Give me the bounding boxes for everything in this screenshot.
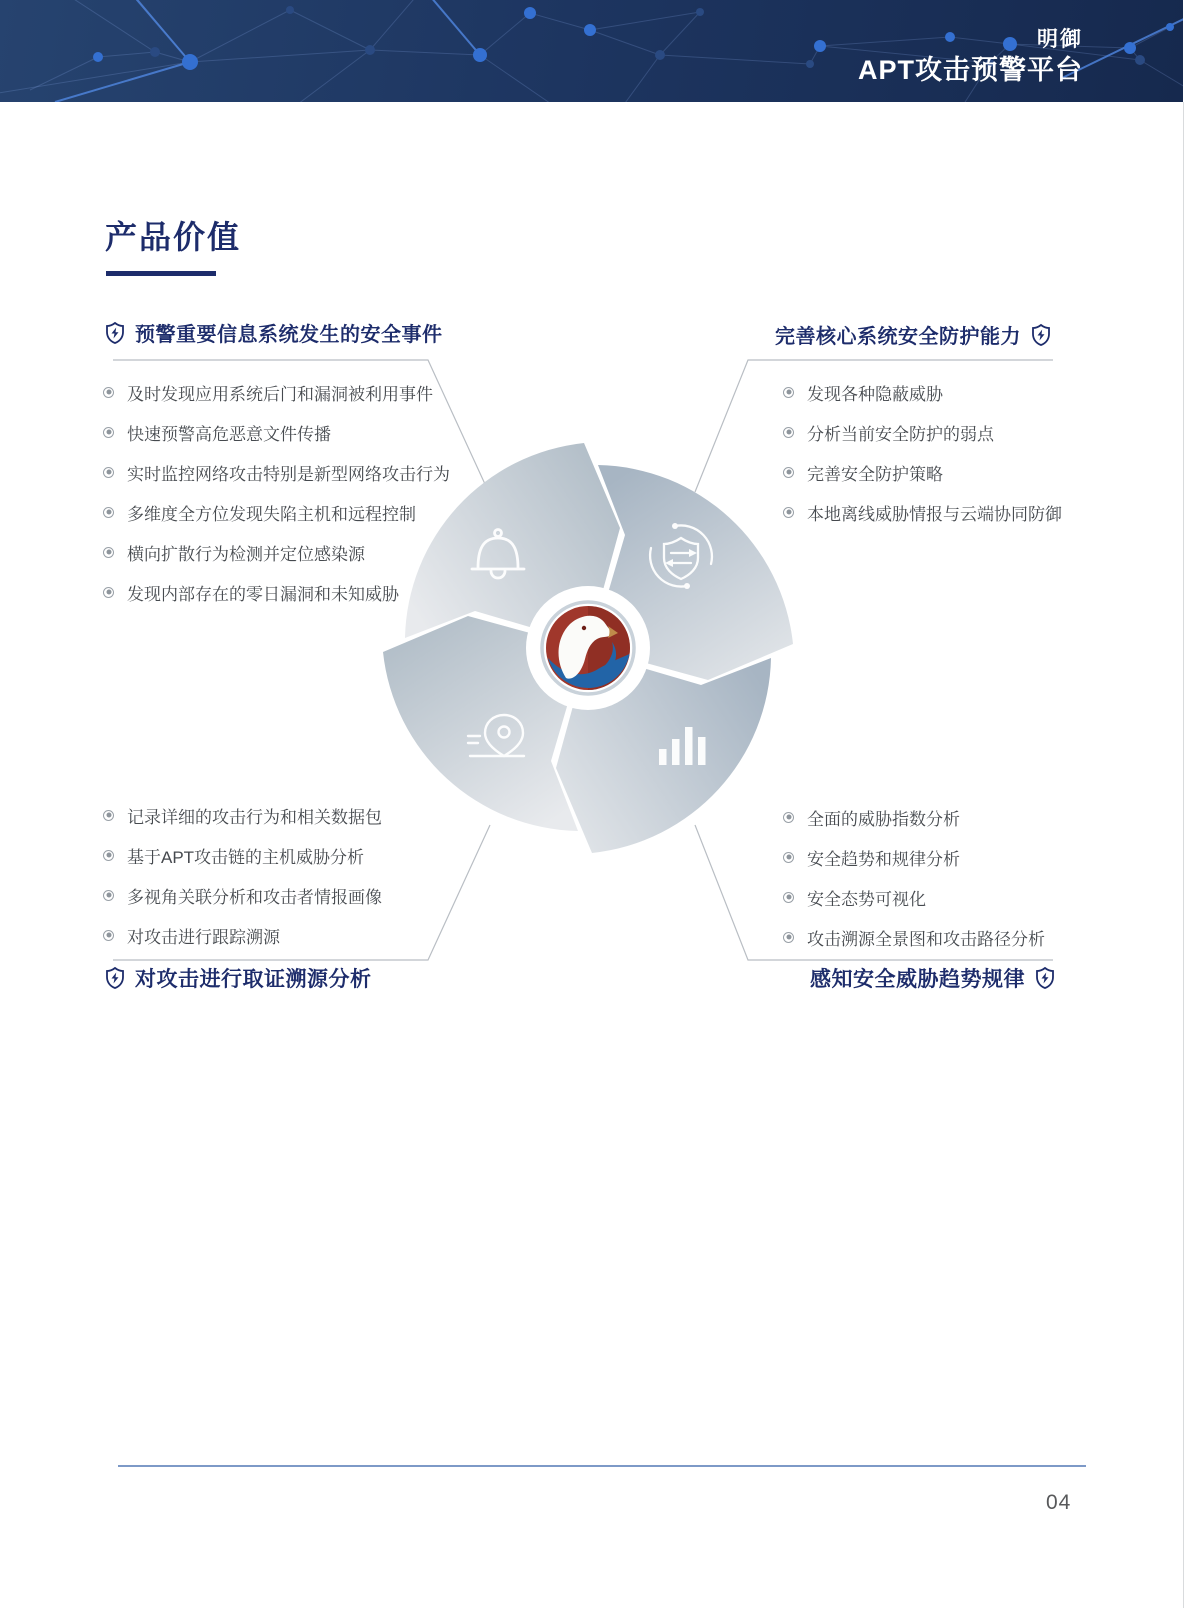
section-title-text: 对攻击进行取证溯源分析 <box>135 968 372 991</box>
section-title-bottom-right <box>810 963 1056 993</box>
bullet-ring-icon <box>103 890 114 901</box>
list-item-text: 安全态势可视化 <box>807 889 926 909</box>
list-item <box>103 835 382 875</box>
bullet-ring-icon <box>103 810 114 821</box>
list-item-text: 基于APT攻击链的主机威胁分析 <box>127 847 365 867</box>
list-item <box>783 837 1045 877</box>
shield-bolt-icon <box>104 321 126 345</box>
list-item-text: 本地离线威胁情报与云端协同防御 <box>807 504 1062 524</box>
bullet-list-top-right <box>783 372 1062 532</box>
section-title-text: 完善核心系统安全防护能力 <box>775 326 1021 348</box>
list-item <box>783 877 1045 917</box>
header <box>0 0 1183 102</box>
page-title: 产品价值 <box>105 219 242 255</box>
section-title-text: 感知安全威胁趋势规律 <box>810 968 1025 991</box>
list-item-text: 对攻击进行跟踪溯源 <box>127 927 280 947</box>
section-title-text: 预警重要信息系统发生的安全事件 <box>135 324 443 346</box>
list-item <box>103 795 382 835</box>
list-item <box>783 372 1062 412</box>
shield-bolt-icon <box>1030 323 1052 347</box>
bullet-ring-icon <box>783 892 794 903</box>
list-item <box>103 372 450 412</box>
list-item-text: 实时监控网络攻击特别是新型网络攻击行为 <box>127 464 450 484</box>
footer-divider <box>118 1465 1086 1467</box>
brand-block <box>858 28 1083 86</box>
list-item-text: 发现各种隐蔽威胁 <box>807 384 943 404</box>
page-number: 04 <box>1046 1491 1072 1514</box>
page-edge-line <box>1183 102 1184 1608</box>
bullet-ring-icon <box>103 930 114 941</box>
list-item <box>783 917 1045 957</box>
list-item-text: 发现内部存在的零日漏洞和未知威胁 <box>127 584 399 604</box>
list-item-text: 多视角关联分析和攻击者情报画像 <box>127 887 382 907</box>
bullet-ring-icon <box>103 587 114 598</box>
cycle-diagram <box>358 418 818 878</box>
list-item-text: 安全趋势和规律分析 <box>807 849 960 869</box>
brand-line-1: 明御 <box>1037 28 1083 51</box>
brand-line-2: APT攻击预警平台 <box>858 55 1083 86</box>
list-item <box>783 797 1045 837</box>
bullet-list-bottom-right <box>783 797 1045 957</box>
section-title-top-right <box>775 320 1052 349</box>
list-item-text: 及时发现应用系统后门和漏洞被利用事件 <box>127 384 433 404</box>
bullet-ring-icon <box>103 427 114 438</box>
list-item <box>783 452 1062 492</box>
bullet-ring-icon <box>103 850 114 861</box>
list-item-text: 分析当前安全防护的弱点 <box>807 424 994 444</box>
list-item-text: 横向扩散行为检测并定位感染源 <box>127 544 365 564</box>
list-item-text: 记录详细的攻击行为和相关数据包 <box>127 807 382 827</box>
list-item <box>103 915 382 955</box>
bullet-ring-icon <box>103 547 114 558</box>
title-underline <box>106 271 216 276</box>
bullet-ring-icon <box>103 507 114 518</box>
bullet-ring-icon <box>783 932 794 943</box>
shield-bolt-icon <box>104 966 126 990</box>
bullet-ring-icon <box>103 467 114 478</box>
section-title-top-left <box>104 318 443 347</box>
list-item <box>783 412 1062 452</box>
section-title-bottom-left <box>104 963 372 993</box>
list-item-text: 快速预警高危恶意文件传播 <box>127 424 331 444</box>
shield-bolt-icon <box>1034 966 1056 990</box>
list-item <box>103 875 382 915</box>
list-item-text: 多维度全方位发现失陷主机和远程控制 <box>127 504 416 524</box>
company-logo <box>542 602 634 694</box>
list-item <box>783 492 1062 532</box>
list-item-text: 完善安全防护策略 <box>807 464 943 484</box>
bullet-ring-icon <box>783 387 794 398</box>
bullet-list-bottom-left <box>103 795 382 955</box>
list-item-text: 攻击溯源全景图和攻击路径分析 <box>807 929 1045 949</box>
bullet-ring-icon <box>103 387 114 398</box>
list-item-text: 全面的威胁指数分析 <box>807 809 960 829</box>
